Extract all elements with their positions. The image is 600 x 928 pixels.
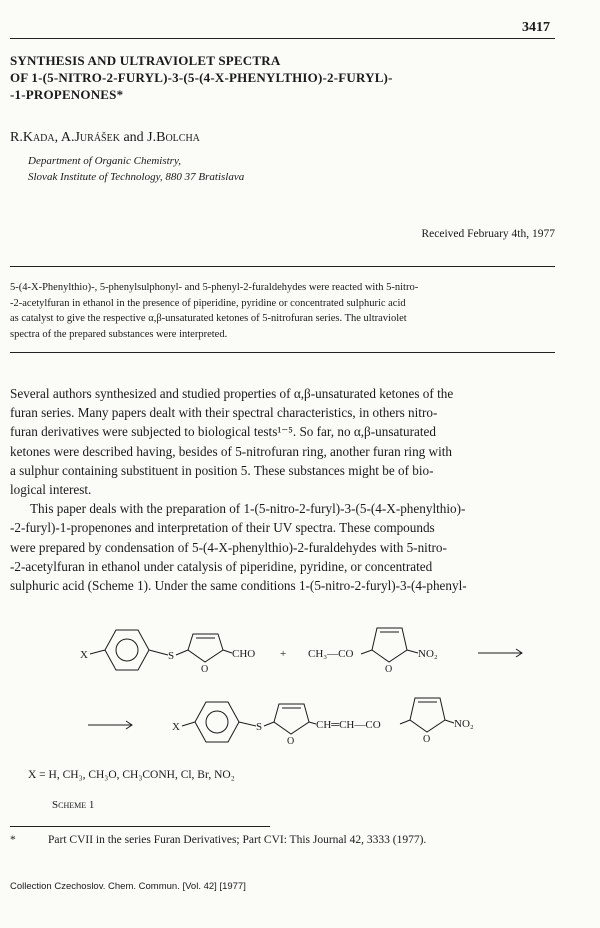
title-line: -1-PROPENONES*	[10, 87, 124, 102]
journal-footer: Collection Czechoslov. Chem. Commun. [Vol. 42] [1977]	[10, 881, 246, 892]
bond-line	[309, 722, 316, 724]
scheme-x-label: X	[172, 721, 180, 733]
furan-ring	[372, 628, 407, 662]
bond-line	[239, 722, 256, 726]
author-name: Jurášek	[74, 130, 120, 145]
scheme-cho-label: CHO	[232, 648, 256, 660]
footnote-marker: *	[10, 834, 16, 846]
scheme-s-label: S	[256, 721, 263, 733]
body-line: a sulphur containing substituent in position 5. These substances might be of bio-	[10, 462, 434, 478]
scheme-reagent-label: CH₃—CO	[308, 648, 354, 660]
footnote-rule	[10, 826, 270, 827]
scheme-caption: Scheme 1	[52, 799, 95, 811]
title-line: SYNTHESIS AND ULTRAVIOLET SPECTRA	[10, 53, 281, 68]
bond-line	[361, 650, 372, 654]
body-line: Several authors synthesized and studied properties of α,β-unsaturated ketones of the	[10, 386, 454, 401]
title-line: OF 1-(5-NITRO-2-FURYL)-3-(5-(4-X-PHENYLTHIO)-2-FURYL)-	[10, 70, 393, 85]
author-initial: J.	[147, 130, 157, 145]
affiliation	[28, 153, 244, 185]
scheme-o-label: O	[287, 736, 295, 747]
bond-line	[149, 650, 168, 655]
bond-line	[407, 650, 418, 653]
affiliation-line: Department of Organic Chemistry,	[28, 155, 181, 167]
body-line: furan derivatives were subjected to biological tests¹⁻⁵. So far, no α,β-unsaturated	[10, 424, 436, 440]
header-rule	[10, 38, 555, 39]
body-line: ketones were described having, besides of 5-nitrofuran ring, another furan ring with	[10, 443, 453, 459]
abstract-bottom-rule	[10, 352, 555, 353]
bond-line	[445, 720, 454, 723]
scheme-x-label: X	[80, 649, 88, 661]
author-list: R.Kada, A.Jurášek and J.Bolcha	[10, 130, 200, 145]
furan-ring	[410, 698, 445, 732]
bond-line	[264, 722, 274, 726]
bond-line	[176, 650, 188, 655]
benzene-ring	[195, 702, 239, 742]
article-title	[10, 52, 555, 103]
scheme-o-label: O	[201, 664, 209, 675]
abstract-line: spectra of the prepared substances were interpreted.	[10, 328, 228, 340]
body-line: sulphuric acid (Scheme 1). Under the same conditions 1-(5-nitro-2-furyl)-3-(4-phenyl-	[10, 578, 467, 594]
bond-line	[223, 650, 232, 653]
abstract-line: as catalyst to give the respective α,β-unsaturated ketones of 5-nitrofuran series. The ultraviolet	[10, 313, 407, 324]
body-line: This paper deals with the preparation of 1-(5-nitro-2-furyl)-3-(5-(4-X-phenylthio)-	[30, 501, 466, 517]
citation-superscript: ¹⁻⁵	[277, 424, 293, 440]
body-line: -2-acetylfuran in ethanol under catalysis of piperidine, pyridine, or concentrated	[10, 558, 433, 574]
scheme-s-label: S	[168, 650, 175, 662]
scheme-substituents: X = H, CH₃, CH₃O, CH₃CONH, Cl, Br, NO₂	[28, 769, 235, 781]
abstract-top-rule	[10, 266, 555, 267]
affiliation-line: Slovak Institute of Technology, 880 37 Bratislava	[28, 171, 245, 183]
bond-line	[182, 722, 195, 726]
body-line: were prepared by condensation of 5-(4-X-phenylthio)-2-furaldehydes with 5-nitro-	[10, 539, 447, 555]
author-name: Kada	[22, 130, 55, 145]
bond-line	[90, 650, 105, 654]
body-line: logical interest.	[10, 482, 92, 498]
aromatic-circle	[206, 711, 228, 733]
author-name: Bolcha	[156, 130, 200, 145]
scheme-o-label: O	[423, 734, 431, 745]
page-number: 3417	[522, 20, 550, 35]
body-line: furan series. Many papers dealt with their spectral characteristics, in others nitro-	[10, 405, 438, 421]
scheme-no2-label: NO₂	[454, 718, 474, 730]
abstract-line: 5-(4-X-Phenylthio)-, 5-phenylsulphonyl- and 5-phenyl-2-furaldehydes were reacted with 5-nitro-	[10, 282, 419, 293]
author-initial: A.	[60, 130, 75, 145]
benzene-ring	[105, 630, 149, 670]
abstract-line: -2-acetylfuran in ethanol in the presence of piperidine, pyridine or concentrated sulphuric acid	[10, 297, 406, 309]
scheme-plus-sign: +	[280, 648, 287, 660]
received-date: Received February 4th, 1977	[421, 228, 555, 240]
body-line: -2-furyl)-1-propenones and interpretation of their UV spectra. These compounds	[10, 520, 435, 536]
reaction-scheme	[60, 618, 540, 788]
abstract	[10, 280, 555, 342]
footnote	[10, 834, 426, 846]
footnote-text: Part CVII in the series Furan Derivatives; Part CVI: This Journal 42, 3333 (1977).	[48, 834, 427, 846]
author-initial: R.	[10, 130, 23, 145]
bond-line	[400, 720, 410, 724]
scheme-o-label: O	[385, 664, 393, 675]
body-text	[10, 384, 555, 595]
scheme-chain-label: CH═CH—CO	[316, 719, 381, 731]
aromatic-circle	[116, 639, 138, 661]
scheme-no2-label: NO₂	[418, 648, 438, 660]
